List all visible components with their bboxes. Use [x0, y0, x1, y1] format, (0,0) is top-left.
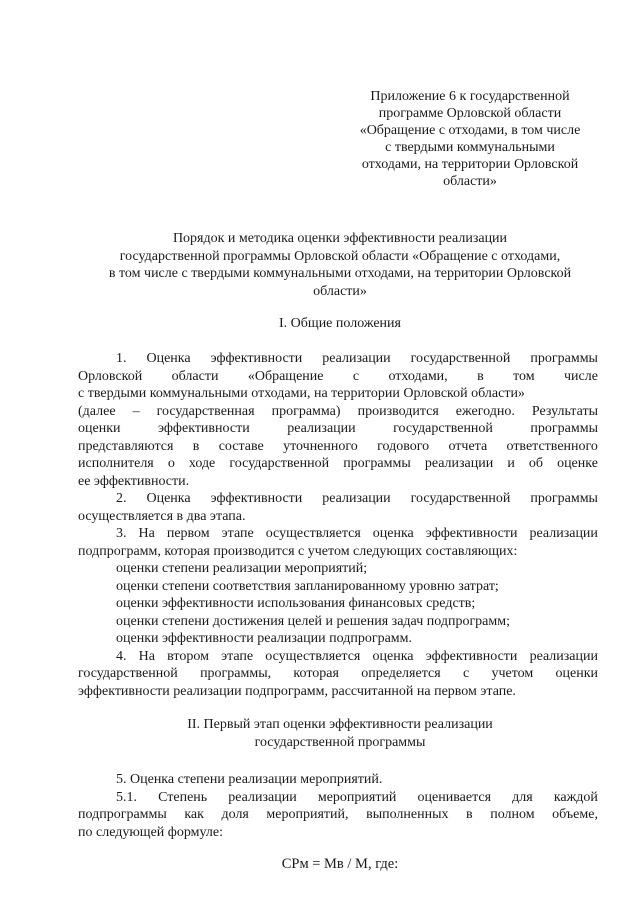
word: «Обращение [247, 368, 324, 384]
word: втором [167, 648, 209, 664]
word: 4. [116, 648, 127, 664]
section-2-heading-line: государственной программы [254, 734, 426, 750]
word: отходами, [388, 368, 448, 384]
word: с [352, 368, 360, 384]
word: государственной [410, 351, 511, 366]
word: программы [530, 421, 598, 436]
word: с [462, 666, 470, 681]
paragraph-4-line [78, 665, 598, 683]
word: оценка [372, 648, 414, 664]
word: 5.1. [116, 789, 137, 805]
section-2-body [78, 771, 598, 841]
paragraph-4-line [78, 648, 598, 666]
paragraph-1-line [78, 350, 598, 368]
paragraph-2-line [78, 490, 598, 508]
paragraph-5-1-line [78, 806, 598, 824]
paragraph-1-line [78, 420, 598, 438]
word: 2. [116, 491, 127, 506]
word: реализации [322, 491, 391, 506]
list-item: оценки степени соответствия запланированному уровню затрат; [116, 578, 499, 594]
paragraph-1-line [78, 368, 598, 386]
word: эффективности [158, 421, 250, 436]
word: которая [293, 666, 339, 681]
word: Оценка [146, 351, 191, 366]
word: мероприятий, [266, 807, 349, 822]
list-item: оценки эффективности реализации подпрограмм. [116, 631, 412, 646]
word: 3. [116, 526, 127, 541]
section-2-heading [70, 716, 610, 751]
appendix-line: «Обращение с отходами, в том числе [359, 123, 581, 138]
paragraph-5-1-line: по следующей формуле: [78, 824, 223, 840]
word: в [192, 438, 200, 454]
word: об [528, 456, 543, 471]
word: выполненных [366, 807, 449, 822]
word: и [507, 456, 515, 471]
list-item: оценки степени достижения целей и решения задач подпрограмм; [116, 613, 511, 629]
word: для [512, 789, 533, 805]
word: Степень [158, 789, 208, 805]
word: оценке [557, 456, 598, 471]
word: реализации [322, 351, 391, 366]
word: в [477, 368, 484, 384]
section-1-body [78, 350, 598, 700]
word: эффективности [210, 491, 303, 506]
word: эффективности [425, 648, 518, 664]
word: программы [530, 491, 598, 506]
word: представляются [78, 438, 174, 454]
document-title [70, 230, 610, 300]
word: отчета [448, 438, 488, 454]
word: реализации [228, 789, 297, 805]
appendix-line: программе Орловской области [378, 106, 562, 121]
word: том [513, 368, 535, 384]
word: осуществляется [265, 526, 361, 541]
appendix-line: с твердыми коммунальными [385, 140, 555, 155]
title-line: Порядок и методика оценки эффективности реализации [172, 231, 508, 246]
paragraph-5-line: 5. Оценка степени реализации мероприятий. [116, 772, 383, 787]
paragraph-1-line [78, 438, 598, 456]
paragraph-3-line: подпрограмм, которая производится с учетом следующих составляющих: [78, 543, 518, 559]
word: 1. [116, 351, 127, 366]
word: оценивается [417, 789, 492, 805]
title-line: области» [313, 283, 367, 299]
word: (далее [78, 403, 116, 419]
word: как [184, 807, 204, 822]
word: программы [343, 456, 411, 471]
word: На [138, 526, 155, 541]
word: доля [221, 807, 249, 822]
word: Орловской [78, 368, 143, 384]
word: исполнителя [78, 456, 154, 471]
word: программы [530, 351, 598, 366]
word: в [466, 807, 473, 822]
appendix-note [335, 88, 605, 190]
word: оценки [78, 421, 121, 436]
word: ходе [188, 456, 216, 471]
word: – [132, 403, 140, 419]
word: годового [377, 438, 430, 454]
word: государственной [410, 491, 511, 506]
appendix-line: Приложение 6 к государственной [370, 89, 570, 104]
word: оценка [372, 526, 414, 541]
title-line: государственной программы Орловской области «Обращение с отходами, [119, 248, 561, 264]
word: На [138, 648, 155, 664]
word: о [167, 456, 175, 471]
paragraph-2-line: осуществляется в два этапа. [78, 508, 246, 524]
section-2-heading-line: II. Первый этап оценки эффективности реализации [187, 717, 493, 732]
word: учетом [491, 666, 534, 681]
word: уточненного [283, 438, 358, 454]
title-line: в том числе с твердыми коммунальными отходами, на территории Орловской [108, 266, 572, 281]
list-item: оценки эффективности использования финансовых средств; [116, 596, 476, 611]
word: реализации [287, 421, 356, 436]
word: Результаты [531, 403, 598, 419]
section-1-heading-text: I. Общие положения [279, 316, 401, 331]
word: реализации [424, 456, 494, 471]
word: программа) [271, 403, 341, 419]
word: первом [166, 526, 210, 541]
word: числе [564, 368, 598, 384]
paragraph-3-line [78, 525, 598, 543]
paragraph-1-line: с твердыми коммунальными отходами, на территории Орловской области» [78, 386, 525, 401]
word: реализации [529, 648, 598, 664]
paragraph-1-line [78, 455, 598, 473]
word: государственной [393, 421, 493, 436]
paragraph-1-line: ее эффективности. [78, 473, 190, 489]
appendix-line: области» [443, 174, 497, 189]
list-item: оценки степени реализации мероприятий; [116, 561, 368, 576]
word: подпрограммы [78, 807, 167, 822]
paragraph-5-1-line [78, 789, 598, 807]
word: каждой [553, 789, 598, 805]
word: государственной [78, 666, 178, 681]
word: мероприятий [317, 789, 397, 805]
word: эффективности [425, 526, 518, 541]
word: ежегодно. [455, 403, 515, 419]
word: реализации [529, 526, 598, 541]
word: объеме, [552, 807, 598, 822]
word: производится [357, 403, 439, 419]
word: государственной [229, 456, 330, 471]
formula: СРм = Мв / М, где: [281, 856, 399, 872]
word: Оценка [146, 491, 191, 506]
word: осуществляется [265, 648, 361, 664]
word: государственная [156, 403, 255, 419]
word: программы, [200, 666, 272, 681]
word: оценки [555, 666, 598, 681]
word: полном [490, 807, 535, 822]
appendix-line: отходами, на территории Орловской [361, 157, 579, 172]
section-1-heading [70, 315, 610, 333]
word: составе [218, 438, 264, 454]
word: эффективности [210, 351, 303, 366]
paragraph-1-line [78, 403, 598, 421]
paragraph-4-line: эффективности реализации подпрограмм, рассчитанной на первом этапе. [78, 683, 516, 699]
word: этапе [221, 648, 254, 664]
word: этапе [221, 526, 254, 541]
word: определяется [361, 666, 441, 681]
word: ответственного [506, 438, 598, 454]
word: области [171, 368, 219, 384]
